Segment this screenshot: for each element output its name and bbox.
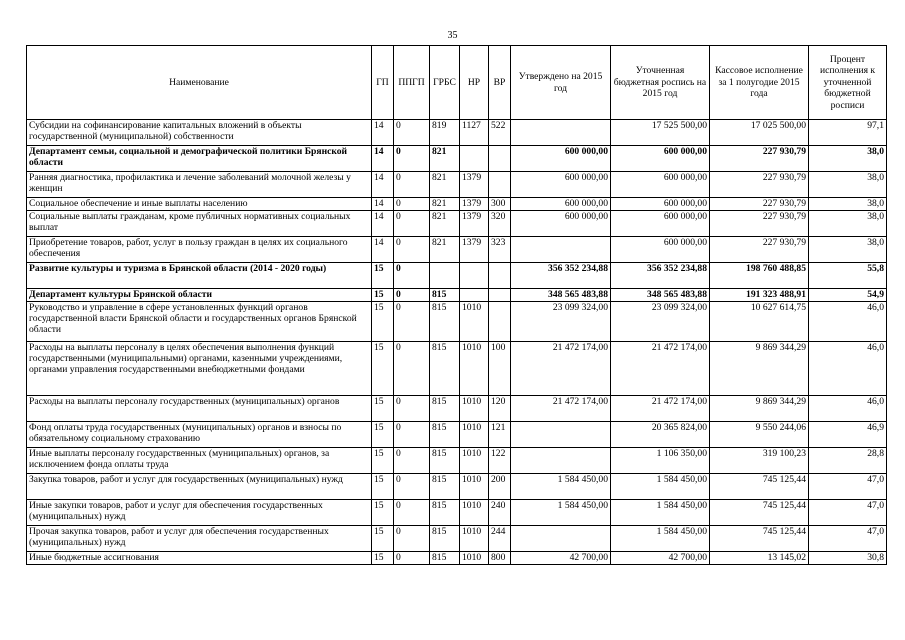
cell-percent: 46,9 (809, 422, 887, 448)
cell-ppgp: 0 (394, 474, 430, 500)
cell-gp: 14 (372, 146, 394, 172)
cell-approved: 21 472 174,00 (511, 396, 611, 422)
cell-np: 1379 (460, 198, 489, 211)
cell-gp: 15 (372, 289, 394, 302)
cell-cash: 745 125,44 (710, 474, 809, 500)
cell-percent: 30,8 (809, 552, 887, 565)
cell-name: Иные бюджетные ассигнования (27, 552, 372, 565)
cell-np: 1010 (460, 302, 489, 342)
cell-approved: 600 000,00 (511, 198, 611, 211)
cell-ppgp: 0 (394, 146, 430, 172)
cell-gp: 14 (372, 120, 394, 146)
cell-cash: 745 125,44 (710, 526, 809, 552)
table-row (27, 120, 887, 146)
cell-gp: 15 (372, 448, 394, 474)
cell-grbs: 821 (430, 146, 460, 172)
cell-refined: 348 565 483,88 (611, 289, 710, 302)
cell-refined: 600 000,00 (611, 211, 710, 237)
cell-ppgp: 0 (394, 172, 430, 198)
cell-refined: 356 352 234,88 (611, 263, 710, 289)
cell-name: Иные выплаты персоналу государственных (муниципальных) органов, за исключением фонда оплаты труда (27, 448, 372, 474)
cell-ppgp: 0 (394, 552, 430, 565)
cell-vr: 323 (489, 237, 511, 263)
header-gp: ГП (372, 46, 394, 120)
header-vr: ВР (489, 46, 511, 120)
cell-np: 1379 (460, 172, 489, 198)
cell-approved (511, 422, 611, 448)
cell-ppgp: 0 (394, 500, 430, 526)
cell-name: Расходы на выплаты персоналу в целях обеспечения выполнения функций государственными (муниципальными) органами, казенными учреждениями, органами управления государственными внебюджетными фондами (27, 342, 372, 396)
cell-ppgp: 0 (394, 342, 430, 396)
cell-refined: 17 525 500,00 (611, 120, 710, 146)
cell-ppgp: 0 (394, 396, 430, 422)
table-row (27, 552, 887, 565)
cell-approved: 1 584 450,00 (511, 474, 611, 500)
cell-np: 1010 (460, 448, 489, 474)
cell-name: Иные закупки товаров, работ и услуг для обеспечения государственных (муниципальных) нужд (27, 500, 372, 526)
table-body (27, 120, 887, 565)
cell-np (460, 263, 489, 289)
cell-vr (489, 146, 511, 172)
cell-np: 1010 (460, 422, 489, 448)
cell-np: 1127 (460, 120, 489, 146)
cell-percent: 47,0 (809, 526, 887, 552)
cell-percent: 28,8 (809, 448, 887, 474)
table-row (27, 302, 887, 342)
table-header-row (27, 46, 887, 120)
cell-approved: 600 000,00 (511, 211, 611, 237)
cell-vr (489, 289, 511, 302)
cell-percent: 46,0 (809, 396, 887, 422)
cell-name: Субсидии на софинансирование капитальных вложений в объекты государственной (муниципальной) собственности (27, 120, 372, 146)
cell-cash: 227 930,79 (710, 172, 809, 198)
cell-cash: 191 323 488,91 (710, 289, 809, 302)
budget-table (26, 45, 887, 565)
cell-cash: 9 869 344,29 (710, 342, 809, 396)
cell-vr: 120 (489, 396, 511, 422)
cell-cash: 13 145,02 (710, 552, 809, 565)
cell-refined: 600 000,00 (611, 172, 710, 198)
table-row (27, 263, 887, 289)
cell-ppgp: 0 (394, 448, 430, 474)
cell-refined: 20 365 824,00 (611, 422, 710, 448)
cell-approved (511, 237, 611, 263)
cell-gp: 14 (372, 237, 394, 263)
cell-vr: 100 (489, 342, 511, 396)
cell-gp: 14 (372, 172, 394, 198)
cell-cash: 17 025 500,00 (710, 120, 809, 146)
cell-name: Развитие культуры и туризма в Брянской области (2014 - 2020 годы) (27, 263, 372, 289)
cell-vr: 240 (489, 500, 511, 526)
cell-gp: 15 (372, 552, 394, 565)
cell-name: Социальное обеспечение и иные выплаты населению (27, 198, 372, 211)
cell-np (460, 146, 489, 172)
cell-approved (511, 120, 611, 146)
cell-np: 1379 (460, 211, 489, 237)
table-row (27, 146, 887, 172)
cell-cash: 227 930,79 (710, 146, 809, 172)
table-row (27, 172, 887, 198)
cell-percent: 38,0 (809, 198, 887, 211)
cell-ppgp: 0 (394, 302, 430, 342)
cell-gp: 15 (372, 500, 394, 526)
cell-ppgp: 0 (394, 526, 430, 552)
cell-grbs: 821 (430, 198, 460, 211)
cell-vr: 320 (489, 211, 511, 237)
cell-grbs: 821 (430, 211, 460, 237)
table-row (27, 448, 887, 474)
header-refined: Уточненная бюджетная роспись на 2015 год (611, 46, 710, 120)
header-ppgp: ППГП (394, 46, 430, 120)
page-number: 35 (447, 30, 458, 41)
table-row (27, 422, 887, 448)
cell-approved: 600 000,00 (511, 146, 611, 172)
table-row (27, 396, 887, 422)
cell-approved: 23 099 324,00 (511, 302, 611, 342)
cell-vr: 121 (489, 422, 511, 448)
cell-name: Фонд оплаты труда государственных (муниципальных) органов и взносы по обязательному социальному страхованию (27, 422, 372, 448)
header-percent: Процент исполнения к уточненной бюджетной росписи (809, 46, 887, 120)
cell-gp: 15 (372, 526, 394, 552)
cell-cash: 10 627 614,75 (710, 302, 809, 342)
cell-vr (489, 302, 511, 342)
cell-gp: 14 (372, 211, 394, 237)
cell-grbs: 815 (430, 526, 460, 552)
table-row (27, 211, 887, 237)
cell-percent: 38,0 (809, 211, 887, 237)
cell-name: Департамент семьи, социальной и демографической политики Брянской области (27, 146, 372, 172)
cell-vr: 244 (489, 526, 511, 552)
cell-vr: 200 (489, 474, 511, 500)
table-row (27, 474, 887, 500)
cell-refined: 600 000,00 (611, 198, 710, 211)
cell-np: 1010 (460, 474, 489, 500)
cell-grbs: 815 (430, 342, 460, 396)
cell-grbs: 821 (430, 237, 460, 263)
cell-percent: 47,0 (809, 474, 887, 500)
cell-name: Закупка товаров, работ и услуг для государственных (муниципальных) нужд (27, 474, 372, 500)
cell-np: 1010 (460, 526, 489, 552)
cell-refined: 1 584 450,00 (611, 526, 710, 552)
cell-percent: 46,0 (809, 302, 887, 342)
cell-name: Прочая закупка товаров, работ и услуг для обеспечения государственных (муниципальных) нужд (27, 526, 372, 552)
header-cash: Кассовое исполнение за 1 полугодие 2015 года (710, 46, 809, 120)
cell-cash: 319 100,23 (710, 448, 809, 474)
cell-cash: 227 930,79 (710, 237, 809, 263)
cell-grbs: 819 (430, 120, 460, 146)
cell-refined: 21 472 174,00 (611, 342, 710, 396)
cell-grbs: 815 (430, 552, 460, 565)
cell-refined: 1 106 350,00 (611, 448, 710, 474)
cell-vr: 300 (489, 198, 511, 211)
cell-percent: 38,0 (809, 172, 887, 198)
cell-percent: 38,0 (809, 146, 887, 172)
cell-grbs: 815 (430, 448, 460, 474)
cell-ppgp: 0 (394, 263, 430, 289)
cell-np: 1010 (460, 396, 489, 422)
cell-np: 1010 (460, 500, 489, 526)
cell-gp: 15 (372, 474, 394, 500)
cell-cash: 198 760 488,85 (710, 263, 809, 289)
cell-approved: 1 584 450,00 (511, 500, 611, 526)
cell-refined: 1 584 450,00 (611, 500, 710, 526)
cell-gp: 15 (372, 302, 394, 342)
cell-cash: 745 125,44 (710, 500, 809, 526)
cell-approved: 348 565 483,88 (511, 289, 611, 302)
cell-grbs: 815 (430, 474, 460, 500)
cell-cash: 227 930,79 (710, 211, 809, 237)
header-name: Наименование (27, 46, 372, 120)
table-row (27, 198, 887, 211)
cell-refined: 600 000,00 (611, 237, 710, 263)
cell-name: Расходы на выплаты персоналу государственных (муниципальных) органов (27, 396, 372, 422)
cell-gp: 15 (372, 422, 394, 448)
header-approved: Утверждено на 2015 год (511, 46, 611, 120)
cell-grbs (430, 263, 460, 289)
cell-cash: 227 930,79 (710, 198, 809, 211)
cell-refined: 1 584 450,00 (611, 474, 710, 500)
cell-grbs: 815 (430, 500, 460, 526)
table-row (27, 342, 887, 396)
cell-name: Департамент культуры Брянской области (27, 289, 372, 302)
header-np: НР (460, 46, 489, 120)
table-row (27, 289, 887, 302)
cell-name: Социальные выплаты гражданам, кроме публичных нормативных социальных выплат (27, 211, 372, 237)
cell-percent: 47,0 (809, 500, 887, 526)
cell-np: 1379 (460, 237, 489, 263)
cell-gp: 15 (372, 342, 394, 396)
cell-gp: 14 (372, 198, 394, 211)
header-grbs: ГРБС (430, 46, 460, 120)
cell-grbs: 815 (430, 302, 460, 342)
cell-refined: 23 099 324,00 (611, 302, 710, 342)
cell-grbs: 815 (430, 396, 460, 422)
cell-np: 1010 (460, 342, 489, 396)
cell-gp: 15 (372, 396, 394, 422)
cell-grbs: 815 (430, 289, 460, 302)
table-row (27, 526, 887, 552)
cell-percent: 38,0 (809, 237, 887, 263)
cell-name: Приобретение товаров, работ, услуг в пользу граждан в целях их социального обеспечения (27, 237, 372, 263)
cell-cash: 9 869 344,29 (710, 396, 809, 422)
cell-approved (511, 526, 611, 552)
cell-approved: 21 472 174,00 (511, 342, 611, 396)
cell-ppgp: 0 (394, 289, 430, 302)
cell-approved: 42 700,00 (511, 552, 611, 565)
cell-grbs: 821 (430, 172, 460, 198)
cell-approved: 356 352 234,88 (511, 263, 611, 289)
table-row (27, 237, 887, 263)
cell-refined: 21 472 174,00 (611, 396, 710, 422)
cell-np: 1010 (460, 552, 489, 565)
cell-ppgp: 0 (394, 237, 430, 263)
cell-np (460, 289, 489, 302)
cell-percent: 54,9 (809, 289, 887, 302)
cell-ppgp: 0 (394, 211, 430, 237)
cell-percent: 55,8 (809, 263, 887, 289)
cell-cash: 9 550 244,06 (710, 422, 809, 448)
cell-gp: 15 (372, 263, 394, 289)
cell-vr: 800 (489, 552, 511, 565)
cell-ppgp: 0 (394, 422, 430, 448)
cell-percent: 97,1 (809, 120, 887, 146)
cell-ppgp: 0 (394, 120, 430, 146)
cell-grbs: 815 (430, 422, 460, 448)
cell-approved (511, 448, 611, 474)
cell-refined: 600 000,00 (611, 146, 710, 172)
cell-vr (489, 172, 511, 198)
cell-ppgp: 0 (394, 198, 430, 211)
cell-approved: 600 000,00 (511, 172, 611, 198)
cell-name: Руководство и управление в сфере установленных функций органов государственной власти Брянской области и государственных органов Брянской области (27, 302, 372, 342)
cell-percent: 46,0 (809, 342, 887, 396)
cell-vr: 522 (489, 120, 511, 146)
cell-vr: 122 (489, 448, 511, 474)
table-row (27, 500, 887, 526)
cell-vr (489, 263, 511, 289)
cell-refined: 42 700,00 (611, 552, 710, 565)
cell-name: Ранняя диагностика, профилактика и лечение заболеваний молочной железы у женщин (27, 172, 372, 198)
